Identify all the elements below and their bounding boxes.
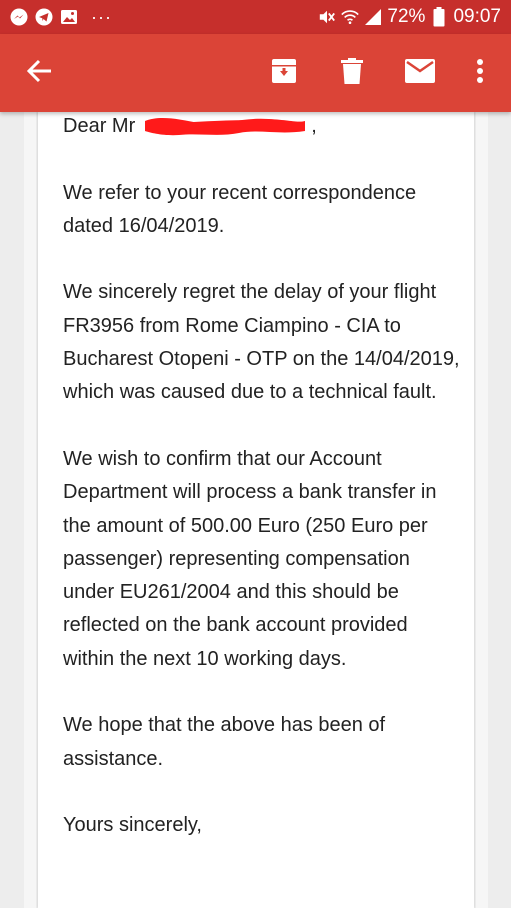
- more-notifications-indicator: ···: [91, 7, 112, 27]
- greeting: [63, 110, 463, 143]
- wifi-icon: [341, 8, 359, 26]
- mute-icon: [318, 8, 336, 26]
- paragraph-compensation: We wish to confirm that our Account Department will process a bank transfer in the amount of 500.00 Euro (250 Euro per passenger) representing compensation under EU261/2004 and this should be reflected on the bank account provided within the next 10 working days.: [63, 447, 437, 670]
- battery-percent: 72%: [387, 6, 426, 27]
- mark-unread-button[interactable]: [398, 34, 442, 112]
- delete-icon: [341, 58, 363, 89]
- back-button[interactable]: [18, 34, 62, 112]
- redaction-scribble: [139, 111, 309, 141]
- delete-button[interactable]: [330, 34, 374, 112]
- paragraph-assistance: We hope that the above has been of assistance.: [63, 714, 386, 770]
- status-bar: [0, 0, 511, 34]
- archive-button[interactable]: [262, 34, 306, 112]
- email-toolbar: [0, 34, 511, 112]
- signal-icon: [364, 8, 382, 26]
- messenger-icon: [10, 8, 28, 26]
- left-rail: [24, 112, 36, 908]
- back-arrow-icon: [27, 58, 53, 89]
- right-rail: [476, 112, 488, 908]
- telegram-icon: [35, 8, 53, 26]
- paragraph-delay: We sincerely regret the delay of your flight FR3956 from Rome Ciampino - CIA to Bucharest Otopeni - OTP on the 14/04/2019, which was caused due to a technical fault.: [63, 281, 460, 404]
- greeting-start: Dear Mr: [63, 115, 136, 137]
- paragraph-correspondence: We refer to your recent correspondence dated 16/04/2019.: [63, 181, 417, 237]
- gallery-icon: [60, 8, 78, 26]
- battery-icon: [430, 8, 448, 26]
- email-body: [63, 112, 463, 876]
- greeting-end: ,: [311, 115, 317, 137]
- archive-icon: [271, 58, 297, 89]
- mark-unread-icon: [405, 59, 435, 88]
- clock: 09:07: [453, 6, 501, 27]
- more-vert-icon: [476, 58, 484, 89]
- more-options-button[interactable]: [458, 34, 502, 112]
- closing: Yours sincerely,: [63, 814, 202, 837]
